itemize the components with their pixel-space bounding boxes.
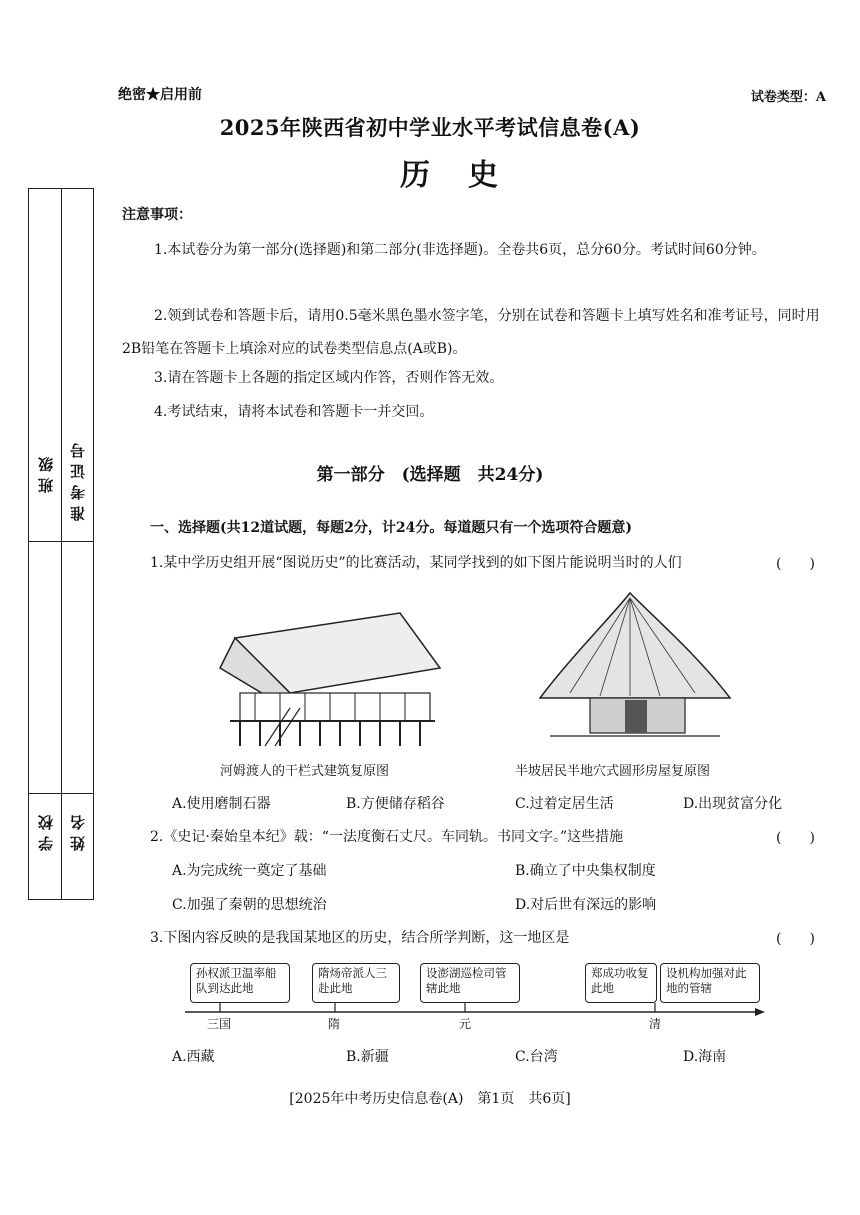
question-2-stem: 2.《史记·秦始皇本纪》载：“一法度衡石丈尺。车同轨。书同文字。”这些措施: [150, 829, 624, 845]
q2-option-d[interactable]: D.对后世有深远的影响: [515, 897, 657, 913]
notice-item: 1.本试卷分为第一部分(选择题)和第二部分(非选择题)。全卷共6页，总分60分。考试时间60分钟。: [154, 242, 766, 258]
exam-title: 2025年陕西省初中学业水平考试信息卷(A): [219, 115, 641, 140]
timeline-axis: [180, 1000, 770, 1020]
timeline-event-box: 郑成功收复此地: [585, 963, 657, 1003]
notice-item: 4.考试结束，请将本试卷和答题卡一并交回。: [154, 404, 434, 420]
q3-option-c[interactable]: C.台湾: [515, 1049, 558, 1065]
timeline-label-yuan: 元: [459, 1017, 472, 1031]
notice-item: 3.请在答题卡上各题的指定区域内作答，否则作答无效。: [154, 370, 504, 386]
answer-paren: ( ): [776, 830, 815, 846]
school-label: 学校: [37, 809, 55, 851]
q1-option-d[interactable]: D.出现贫富分化: [683, 796, 783, 812]
timeline-label-three-kingdoms: 三国: [207, 1017, 232, 1031]
timeline-event-box: 设澎湖巡检司管辖此地: [420, 963, 520, 1003]
caption-hemudu: 河姆渡人的干栏式建筑复原图: [220, 764, 390, 779]
timeline-event-box: 隋炀帝派人三赴此地: [312, 963, 400, 1003]
caption-banpo: 半坡居民半地穴式圆形房屋复原图: [515, 764, 711, 779]
stilt-house-illustration: [210, 598, 450, 748]
answer-paren: ( ): [776, 556, 815, 572]
name-label: 姓名: [69, 809, 87, 851]
paper-type-label: 试卷类型：A: [750, 90, 826, 105]
q3-option-b[interactable]: B.新疆: [346, 1049, 389, 1065]
answer-paren: ( ): [776, 931, 815, 947]
q2-option-c[interactable]: C.加强了秦朝的思想统治: [172, 897, 327, 913]
semi-pit-house-illustration: [530, 588, 740, 748]
q3-option-a[interactable]: A.西藏: [172, 1049, 215, 1065]
strip-line: [29, 541, 93, 542]
question-3-stem: 3.下图内容反映的是我国某地区的历史，结合所学判断，这一地区是: [150, 930, 570, 946]
page-footer: [2025年中考历史信息卷(A) 第1页 共6页]: [289, 1091, 571, 1107]
notice-heading: 注意事项：: [122, 207, 192, 223]
q1-option-c[interactable]: C.过着定居生活: [515, 796, 614, 812]
question-1-stem: 1.某中学历史组开展“图说历史”的比赛活动，某同学找到的如下图片能说明当时的人们: [150, 555, 682, 571]
q1-option-b[interactable]: B.方便储存稻谷: [346, 796, 445, 812]
timeline-label-qing: 清: [649, 1017, 662, 1031]
section-title: 第一部分 (选择题 共24分): [316, 465, 544, 485]
q3-option-d[interactable]: D.海南: [683, 1049, 727, 1065]
timeline-event-box: 设机构加强对此地的管辖: [660, 963, 760, 1003]
exam-number-label: 准考证号: [69, 437, 87, 521]
confidential-label: 绝密★启用前: [118, 87, 202, 103]
q2-option-b[interactable]: B.确立了中央集权制度: [515, 863, 656, 879]
q2-option-a[interactable]: A.为完成统一奠定了基础: [172, 863, 327, 879]
q1-option-a[interactable]: A.使用磨制石器: [172, 796, 271, 812]
subject-title: 历史: [400, 158, 536, 193]
timeline-label-sui: 隋: [328, 1017, 341, 1031]
notice-item: 2.领到试卷和答题卡后，请用0.5毫米黑色墨水签字笔，分别在试卷和答题卡上填写姓名和准考证号，同时用2B铅笔在答题卡上填涂对应的试卷类型信息点(A或B)。: [122, 308, 820, 357]
class-label: 班级: [37, 451, 55, 493]
timeline-event-box: 孙权派卫温率船队到达此地: [190, 963, 290, 1003]
strip-line: [29, 793, 93, 794]
section-intro: 一、选择题(共12道试题，每题2分，计24分。每道题只有一个选项符合题意): [150, 520, 632, 536]
binding-strip: [28, 188, 94, 900]
